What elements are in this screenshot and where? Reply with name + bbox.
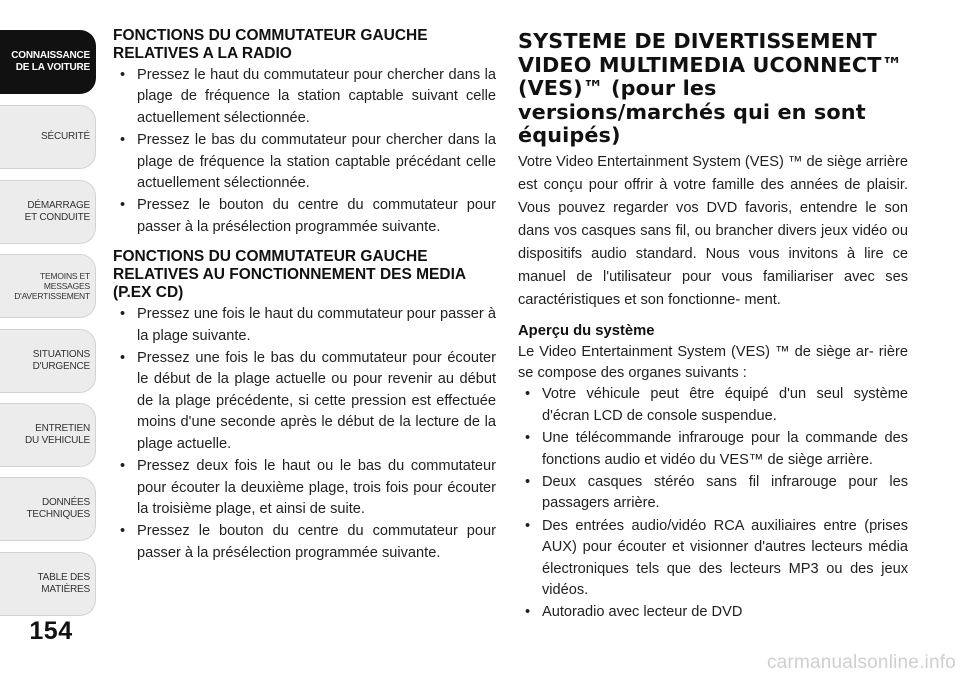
list-item: • Autoradio avec lecteur de DVD — [518, 602, 908, 623]
media-functions-list — [113, 304, 496, 564]
sidebar-tab-connaissance[interactable]: CONNAISSANCE DE LA VOITURE — [0, 30, 96, 94]
components-list — [518, 384, 908, 623]
list-item: • Pressez le haut du commutateur pour chercher dans la plage de fréquence la station captable suivant celle actuellement sélectionnée. — [113, 65, 496, 129]
sidebar-tab-securite[interactable]: SÉCURITÉ — [0, 105, 96, 169]
list-item: • Pressez une fois le haut du commutateur pour passer à la plage suivante. — [113, 304, 496, 347]
list-item: • Pressez le bas du commutateur pour chercher dans la plage de fréquence la station captable précédant celle actuellement sélectionnée. — [113, 130, 496, 194]
subheading-apercu: Aperçu du système — [518, 322, 655, 339]
list-item: • Votre véhicule peut être équipé d'un seul système d'écran LCD de console suspendue. — [518, 384, 908, 427]
list-item: • Une télécommande infrarouge pour la commande des fonctions audio et vidéo du VES™ de siège arrière. — [518, 428, 908, 471]
list-item: • Deux casques stéréo sans fil infrarouge pour les passagers arrière. — [518, 472, 908, 515]
list-item: • Des entrées audio/vidéo RCA auxiliaires entre (prises AUX) pour écouter et visionner d'autres lecteurs média électroniques tels que des lecteurs MP3 ou des jeux vidéos. — [518, 516, 908, 602]
list-item: • Pressez le bouton du centre du commutateur pour passer à la présélection programmée suivante. — [113, 195, 496, 238]
chapter-sidebar — [0, 0, 98, 678]
list-item: • Pressez le bouton du centre du commutateur pour passer à la présélection programmée suivante. — [113, 521, 496, 564]
section-heading-media: FONCTIONS DU COMMUTATEUR GAUCHE RELATIVES AU FONCTIONNEMENT DES MEDIA (P.EX CD) — [113, 248, 466, 302]
left-column — [113, 27, 496, 565]
list-item: • Pressez une fois le bas du commutateur pour écouter le début de la plage actuelle ou pour revenir au début de la plage précédente, si cette pression est effectuée moins d'une seconde après le début de la lecture de la plage actuelle. — [113, 348, 496, 455]
sidebar-tab-donnees[interactable]: DONNÉES TECHNIQUES — [0, 477, 96, 541]
intro-paragraph: Votre Video Entertainment System (VES) ™ de siège arrière est conçu pour offrir à votre famille des années de plaisir. Vous pouvez regarder vos DVD favoris, entendre le son dans vos casques sans fil, ou brancher divers jeux vidéo ou dispositifs audio standard. Nous vous invitons à lire ce manuel de l'utilisateur pour vous familiariser avec ses caractéristiques et son fonctionne- ment. — [518, 153, 908, 308]
sidebar-tab-demarrage[interactable]: DÉMARRAGE ET CONDUITE — [0, 180, 96, 244]
radio-functions-list — [113, 65, 496, 238]
section-heading-radio: FONCTIONS DU COMMUTATEUR GAUCHE RELATIVES A LA RADIO — [113, 27, 428, 62]
page-number: 154 — [29, 617, 73, 645]
list-item: • Pressez deux fois le haut ou le bas du commutateur pour écouter la deuxième plage, trois fois pour écouter la troisième plage, et ainsi de suite. — [113, 456, 496, 520]
sidebar-tab-situations[interactable]: SITUATIONS D'URGENCE — [0, 329, 96, 393]
sidebar-tab-temoins[interactable]: TEMOINS ET MESSAGES D'AVERTISSEMENT — [0, 254, 96, 318]
sidebar-tab-entretien[interactable]: ENTRETIEN DU VEHICULE — [0, 403, 96, 467]
page-title: SYSTEME DE DIVERTISSEMENT VIDEO MULTIMEDIA UCONNECT™ (VES)™ (pour les versions/marchés qui en sont équipés) — [518, 29, 903, 147]
right-column — [518, 27, 908, 625]
sidebar-tab-table[interactable]: TABLE DES MATIÈRES — [0, 552, 96, 616]
components-intro: Le Video Entertainment System (VES) ™ de siège ar- rière se compose des organes suivants : — [518, 343, 908, 381]
watermark: carmanualsonline.info — [766, 652, 956, 673]
